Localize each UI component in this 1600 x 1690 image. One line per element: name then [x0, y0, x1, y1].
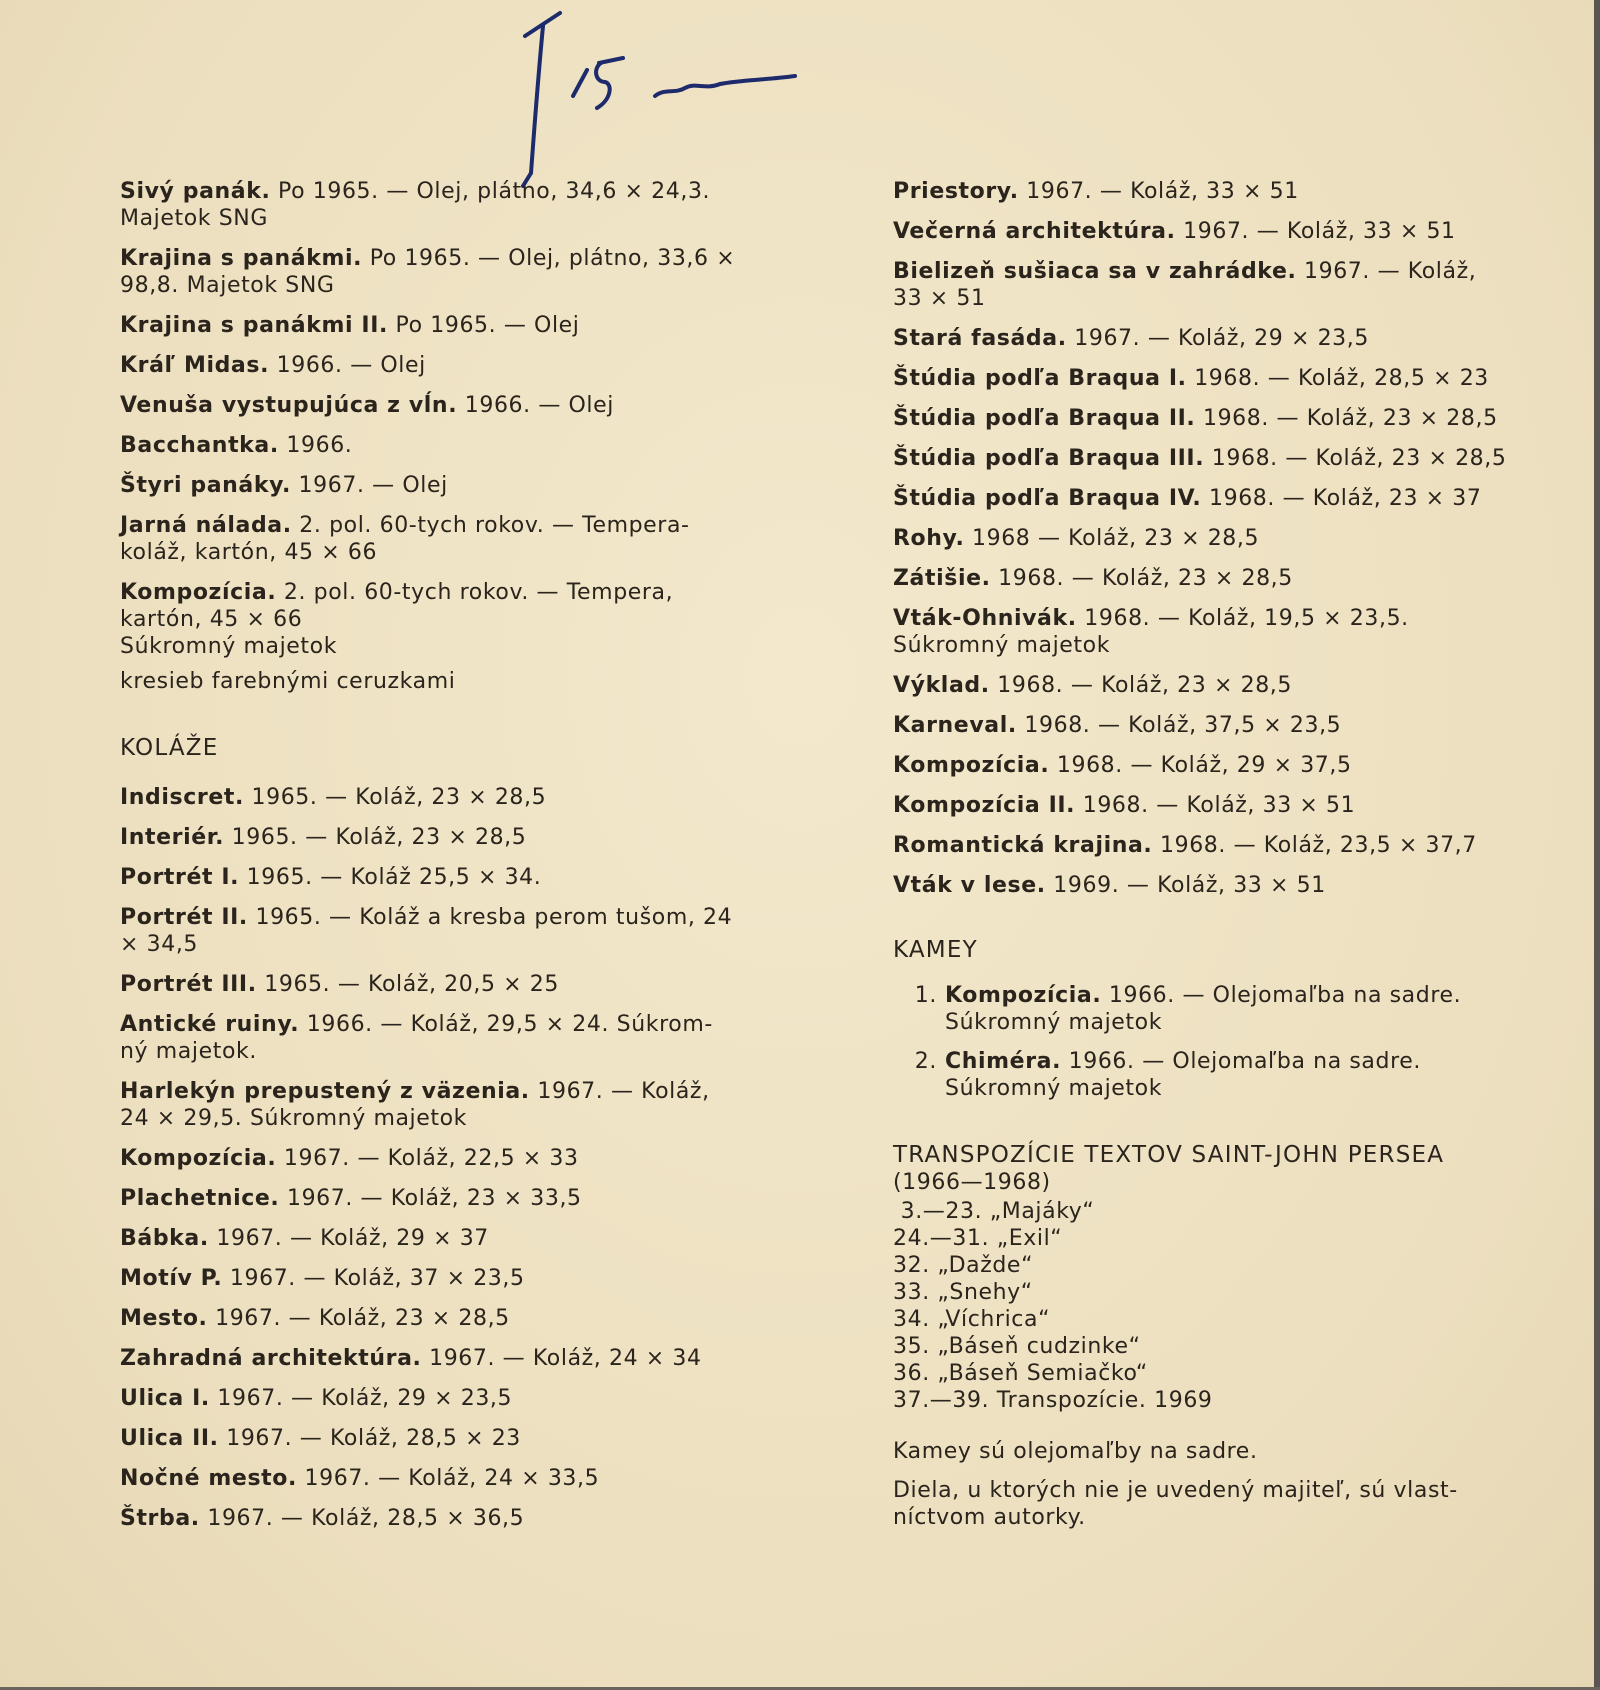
work-title: Štrba. [120, 1506, 200, 1531]
work-title: Antické ruiny. [120, 1012, 300, 1037]
list-item [893, 365, 1508, 392]
list-item [120, 245, 740, 299]
list-item [893, 485, 1508, 512]
work-details: 1967. — Koláž, 29 × 23,5 [209, 1386, 513, 1411]
work-details: 1967. — Koláž, 29 × 37 [208, 1226, 489, 1251]
work-details: 1967. — Koláž, 24 × 34 [421, 1346, 702, 1371]
list-item [120, 1385, 740, 1412]
work-details: 1968. — Koláž, 29 × 37,5 [1049, 753, 1352, 778]
work-title: Ulica II. [120, 1426, 219, 1451]
list-item: 35. „Báseň cudzinke“ [893, 1334, 1141, 1359]
list-item [120, 1225, 740, 1252]
work-details: 1967. — Koláž, 28,5 × 23 [218, 1426, 521, 1451]
work-details: 1967. — Koláž, 29 × 23,5 [1066, 326, 1369, 351]
work-details: 1966. — Olej [457, 393, 614, 418]
work-title: Romantická krajina. [893, 833, 1153, 858]
list-item [893, 605, 1508, 659]
work-details: 1968. — Koláž, 19,5 × 23,5. Súkromný majetok [893, 606, 1409, 658]
list-item: 36. „Báseň Semiačko“ [893, 1361, 1148, 1386]
work-title: Štúdia podľa Braqua I. [893, 366, 1187, 391]
list-item [893, 982, 1508, 1036]
work-details: 1967. — Koláž, 24 × 33,5 [296, 1466, 600, 1491]
work-details: 1967. — Koláž, 23 × 28,5 [207, 1306, 510, 1331]
work-details: 1966. — Olejomaľba na sadre. Súkromný majetok [945, 1049, 1421, 1101]
work-details: 1968. — Koláž, 23 × 28,5 [990, 566, 1293, 591]
work-details: 1966. — Olejomaľba na sadre. Súkromný majetok [945, 983, 1462, 1035]
work-title: Harlekýn prepustený z väzenia. [120, 1079, 530, 1104]
work-details: 1968 — Koláž, 23 × 28,5 [964, 526, 1260, 551]
list-item [120, 579, 740, 633]
section-heading-kamey: KAMEY [893, 937, 978, 963]
list-item [120, 904, 740, 958]
work-details: 1968. — Koláž, 37,5 × 23,5 [1016, 713, 1342, 738]
list-item [120, 432, 740, 459]
work-title: Portrét II. [120, 905, 248, 930]
work-title: Bacchantka. [120, 433, 279, 458]
work-details: 1967. — Koláž, 33 × 51 [1018, 179, 1299, 204]
list-item [120, 1011, 740, 1065]
work-details: 1968. — Koláž, 23 × 28,5 [1195, 406, 1498, 431]
item-number: 2. [914, 1049, 937, 1074]
work-details: 1967. — Koláž, 23 × 33,5 [279, 1186, 582, 1211]
work-title: Štúdia podľa Braqua IV. [893, 486, 1202, 511]
work-title: Štúdia podľa Braqua II. [893, 406, 1196, 431]
list-item [120, 352, 740, 379]
list-item [893, 525, 1508, 552]
list-item [120, 1305, 740, 1332]
work-details: 1968. — Koláž, 23 × 28,5 [989, 673, 1292, 698]
list-item: 3.—23. „Majáky“ [893, 1199, 1095, 1224]
work-title: Kompozícia. [945, 983, 1102, 1008]
work-details: 1968. — Koláž, 28,5 × 23 [1186, 366, 1489, 391]
entries-top-list [120, 178, 740, 695]
work-title: Priestory. [893, 179, 1019, 204]
list-item [893, 712, 1508, 739]
list-item [893, 405, 1508, 432]
work-title: Chiméra. [945, 1049, 1062, 1074]
work-details: 1967. — Koláž, 33 × 51 [1175, 219, 1456, 244]
work-title: Vták-Ohnivák. [893, 606, 1077, 631]
list-item: 34. „Víchrica“ [893, 1307, 1051, 1332]
work-title: Bielizeň sušiaca sa v zahrádke. [893, 259, 1297, 284]
work-details: 1965. — Koláž, 23 × 28,5 [243, 785, 547, 810]
work-title: Zahradná architektúra. [120, 1346, 422, 1371]
work-details: 1967. — Koláž, 37 × 23,5 [222, 1266, 525, 1291]
list-item [893, 218, 1508, 245]
work-details: 1967. — Koláž, 24 × 29,5. Súkromný majetok [120, 1079, 710, 1131]
drawings-note: kresieb farebnými ceruzkami [120, 669, 456, 694]
work-title: Interiér. [120, 825, 225, 850]
work-title: Výklad. [893, 673, 990, 698]
list-item [120, 312, 740, 339]
work-details: 1967. — Koláž, 22,5 × 33 [276, 1146, 579, 1171]
list-item [120, 784, 740, 811]
work-details: 1968. — Koláž, 23 × 28,5 [1204, 446, 1507, 471]
scan-edge-right [1594, 0, 1600, 1690]
work-title: Motív P. [120, 1266, 223, 1291]
list-item [893, 872, 1508, 899]
work-title: Štyri panáky. [120, 473, 291, 498]
work-title: Bábka. [120, 1226, 209, 1251]
list-item: 32. „Dažde“ [893, 1253, 1034, 1278]
work-title: Portrét I. [120, 865, 240, 890]
item-text [945, 1048, 1508, 1102]
list-item: 33. „Snehy“ [893, 1280, 1033, 1305]
handwriting-text: I 15 [505, 8, 507, 9]
transpozicie-list [893, 1198, 1508, 1414]
list-item [120, 178, 740, 232]
section-heading-transpozicie: TRANSPOZÍCIE TEXTOV SAINT-JOHN PERSEA [893, 1142, 1445, 1168]
work-details: 1968. — Koláž, 33 × 51 [1075, 793, 1356, 818]
work-title: Kompozícia. [120, 580, 277, 605]
work-details: 1966. — Olej [269, 353, 426, 378]
work-title: Zátišie. [893, 566, 991, 591]
note-owner: Diela, u ktorých nie je uvedený majiteľ, sú vlast-níctvom autorky. [893, 1478, 1458, 1530]
work-title: Stará fasáda. [893, 326, 1067, 351]
work-title: Kompozícia II. [893, 793, 1076, 818]
work-title: Sivý panák. [120, 179, 271, 204]
work-details: 2. pol. 60-tych rokov. — Tempera-koláž, kartón, 45 × 66 [120, 513, 690, 565]
work-details: Po 1965. — Olej, plátno, 33,6 × 98,8. Majetok SNG [120, 246, 736, 298]
work-details: 1966. — Koláž, 29,5 × 24. Súkrom-ný majetok. [120, 1012, 713, 1064]
work-details: 1969. — Koláž, 33 × 51 [1045, 873, 1326, 898]
work-title: Kompozícia. [893, 753, 1050, 778]
work-details: 1967. — Olej [290, 473, 448, 498]
list-item [893, 565, 1508, 592]
work-title: Plachetnice. [120, 1186, 280, 1211]
work-details: 1965. — Koláž, 23 × 28,5 [224, 825, 527, 850]
list-item [893, 1048, 1508, 1102]
list-item [120, 392, 740, 419]
work-title: Nočné mesto. [120, 1466, 297, 1491]
list-item [893, 752, 1508, 779]
list-item: 37.—39. Transpozície. 1969 [893, 1388, 1213, 1413]
work-title: Vták v lese. [893, 873, 1046, 898]
kolaze-list [120, 784, 740, 1532]
note-kamey: Kamey sú olejomaľby na sadre. [893, 1439, 1258, 1464]
work-details: 1968. — Koláž, 23,5 × 37,7 [1152, 833, 1477, 858]
work-details: 1966. [278, 433, 353, 458]
list-item [893, 832, 1508, 859]
list-item [120, 1465, 740, 1492]
owner-note: Súkromný majetok [120, 634, 338, 659]
work-details: 1965. — Koláž a kresba perom tušom, 24 × 34,5 [120, 905, 733, 957]
right-column [893, 178, 1508, 1543]
list-item [893, 325, 1508, 352]
list-item [120, 971, 740, 998]
work-title: Večerná architektúra. [893, 219, 1176, 244]
list-item [120, 1505, 740, 1532]
item-number: 1. [914, 983, 937, 1008]
work-title: Portrét III. [120, 972, 257, 997]
work-details: Po 1965. — Olej [387, 313, 580, 338]
list-item [893, 258, 1508, 312]
left-column [120, 178, 740, 1545]
work-details: 1965. — Koláž, 20,5 × 25 [256, 972, 559, 997]
list-item [120, 1078, 740, 1132]
item-text [945, 982, 1508, 1036]
list-item [120, 864, 740, 891]
list-item [120, 824, 740, 851]
work-title: Ulica I. [120, 1386, 210, 1411]
list-item: 24.—31. „Exil“ [893, 1226, 1063, 1251]
work-details: 2. pol. 60-tych rokov. — Tempera, kartón, 45 × 66 [120, 580, 674, 632]
work-title: Jarná nálada. [120, 513, 292, 538]
work-details: 1968. — Koláž, 23 × 37 [1201, 486, 1482, 511]
handwritten-annotation [505, 8, 845, 188]
list-item [120, 1345, 740, 1372]
work-title: Venuša vystupujúca z vĺn. [120, 393, 458, 418]
list-item [120, 1265, 740, 1292]
transpozicie-years: (1966—1968) [893, 1170, 1051, 1195]
work-title: Kompozícia. [120, 1146, 277, 1171]
list-item [120, 1145, 740, 1172]
list-item [120, 512, 740, 566]
work-title: Karneval. [893, 713, 1017, 738]
work-details: 1965. — Koláž 25,5 × 34. [239, 865, 542, 890]
work-title: Kráľ Midas. [120, 353, 270, 378]
section-heading-kolaze: KOLÁŽE [120, 735, 219, 761]
work-title: Krajina s panákmi. [120, 246, 363, 271]
work-details: Po 1965. — Olej, plátno, 34,6 × 24,3. Majetok SNG [120, 179, 711, 231]
work-title: Rohy. [893, 526, 965, 551]
work-title: Krajina s panákmi II. [120, 313, 388, 338]
list-item [120, 472, 740, 499]
work-details: 1967. — Koláž, 28,5 × 36,5 [199, 1506, 525, 1531]
work-title: Indiscret. [120, 785, 244, 810]
list-item [893, 445, 1508, 472]
list-item [893, 178, 1508, 205]
right-entries-list [893, 178, 1508, 899]
work-title: Štúdia podľa Braqua III. [893, 446, 1205, 471]
list-item [120, 1425, 740, 1452]
list-item [893, 672, 1508, 699]
work-title: Mesto. [120, 1306, 208, 1331]
kamey-list [893, 982, 1508, 1102]
list-item [120, 1185, 740, 1212]
work-details: 1967. — Koláž, 33 × 51 [893, 259, 1477, 311]
list-item [893, 792, 1508, 819]
